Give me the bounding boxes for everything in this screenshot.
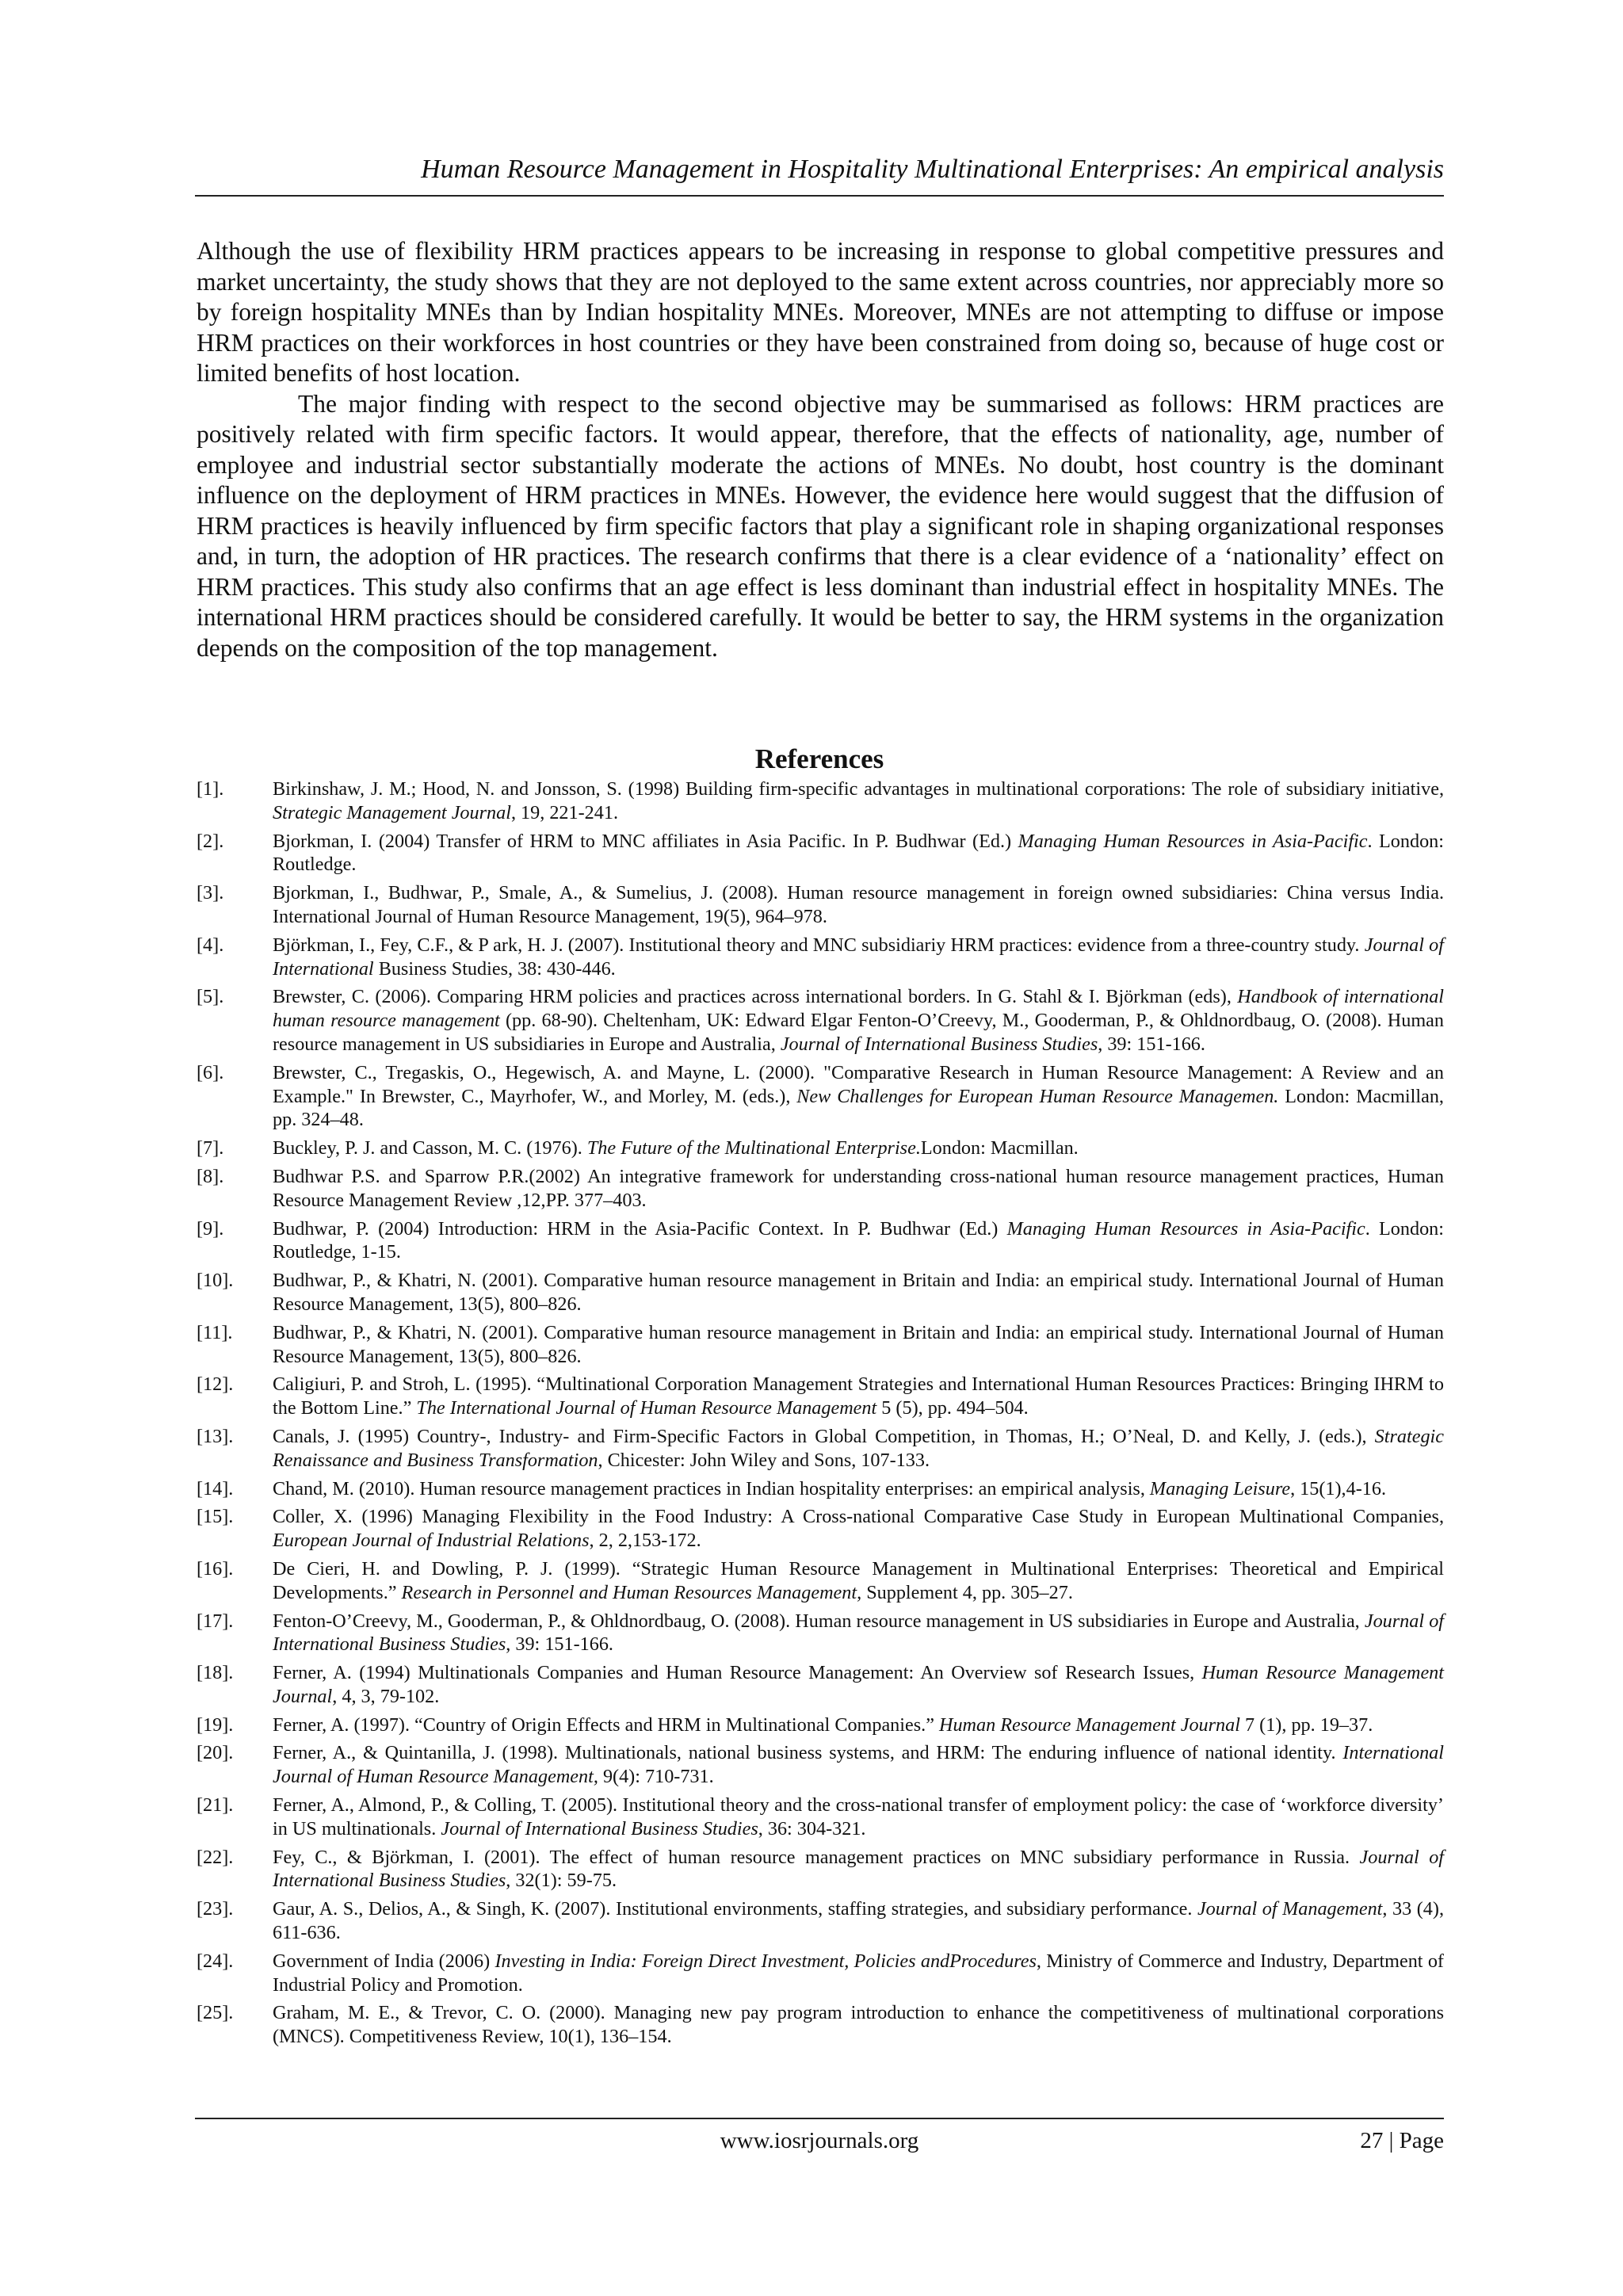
reference-item: [12]. Caligiuri, P. and Stroh, L. (1995). “Multinational Corporation Management Strategies and International Human Resources Practices: Bringing IHRM to the Bottom Line.” The International Journal of Human Resource Management 5 (5), pp. 494–504. [197,1373,1444,1419]
reference-number: [1]. [197,778,224,800]
reference-item: [15]. Coller, X. (1996) Managing Flexibility in the Food Industry: A Cross-national Comparative Case Study in European Multinational Companies, European Journal of Industrial Relations, 2, 2,153-172. [197,1506,1444,1552]
reference-number: [5]. [197,986,224,1008]
reference-number: [20]. [197,1742,234,1764]
reference-number: [15]. [197,1506,234,1528]
reference-number: [18]. [197,1662,234,1684]
reference-number: [2]. [197,830,224,852]
reference-number: [19]. [197,1713,234,1736]
reference-item: [6]. Brewster, C., Tregaskis, O., Hegewisch, A. and Mayne, L. (2000). "Comparative Research in Human Resource Management: A Review and an Example." In Brewster, C., Mayrhofer, W., and Morley, M. (eds.), New Challenges for European Human Resource Managemen. London: Macmillan, pp. 324–48. [197,1061,1444,1131]
reference-number: [6]. [197,1061,224,1083]
reference-number: [3]. [197,882,224,904]
paragraph-1: Although the use of flexibility HRM practices appears to be increasing in response to global competitive pressures and market uncertainty, the study shows that they are not deployed to the same extent across countries, nor appreciably more so by foreign hospitality MNEs than by Indian hospitality MNEs. Moreover, MNEs are not attempting to diffuse or impose HRM practices on their workforces in host countries or they have been constrained from doing so, because of huge cost or limited benefits of host location. [197,237,1444,387]
reference-number: [4]. [197,934,224,956]
header-rule [195,195,1444,197]
reference-number: [21]. [197,1794,234,1817]
page-number: 27 | Page [1360,2128,1444,2153]
reference-item: [22]. Fey, C., & Björkman, I. (2001). The effect of human resource management practices on MNC subsidiary performance in Russia. Journal of International Business Studies, 32(1): 59-75. [197,1846,1445,1892]
reference-item: [24]. Government of India (2006) Investing in India: Foreign Direct Investment, Policies andProcedures, Ministry of Commerce and Industry, Department of Industrial Policy and Promotion. [197,1950,1444,1996]
reference-item: [18]. Ferner, A. (1994) Multinationals Companies and Human Resource Management: An Overview sof Research Issues, Human Resource Management Journal, 4, 3, 79-102. [197,1662,1445,1707]
reference-number: [9]. [197,1217,224,1240]
reference-item: [25]. Graham, M. E., & Trevor, C. O. (2000). Managing new pay program introduction to enhance the competitiveness of multinational corporations (MNCS). Competitiveness Review, 10(1), 136–154. [197,2002,1444,2048]
reference-number: [16]. [197,1557,234,1580]
reference-number: [25]. [197,2002,234,2024]
references-heading: References [754,743,884,774]
reference-item: [19]. Ferner, A. (1997). “Country of Origin Effects and HRM in Multinational Companies.” Human Resource Management Journal 7 (1), pp. 19–37. [197,1713,1373,1736]
reference-number: [17]. [197,1610,234,1632]
reference-number: [12]. [197,1373,234,1396]
reference-item: [16]. De Cieri, H. and Dowling, P. J. (1999). “Strategic Human Resource Management in Multinational Enterprises: Theoretical and Empirical Developments.” Research in Personnel and Human Resources Management, Supplement 4, pp. 305–27. [197,1557,1444,1603]
reference-item: [5]. Brewster, C. (2006). Comparing HRM policies and practices across international borders. In G. Stahl & I. Björkman (eds), Handbook of international human resource management (pp. 68-90). Cheltenham, UK: Edward Elgar Fenton-O’Creevy, M., Gooderman, P., & Ohldnordbaug, O. (2008). Human resource management in US subsidiaries in Europe and Australia, Journal of International Business Studies, 39: 151-166. [197,986,1445,1055]
reference-number: [22]. [197,1846,234,1868]
reference-item: [3]. Bjorkman, I., Budhwar, P., Smale, A., & Sumelius, J. (2008). Human resource management in foreign owned subsidiaries: China versus India. International Journal of Human Resource Management, 19(5), 964–978. [197,882,1444,927]
reference-item: [21]. Ferner, A., Almond, P., & Colling, T. (2005). Institutional theory and the cross-national transfer of employment policy: the case of ‘workforce diversity’ in US multinationals. Journal of International Business Studies, 36: 304-321. [197,1794,1444,1839]
reference-item: [20]. Ferner, A., & Quintanilla, J. (1998). Multinationals, national business systems, and HRM: The enduring influence of national identity. International Journal of Human Resource Management, 9(4): 710-731. [197,1742,1444,1788]
reference-item: [23]. Gaur, A. S., Delios, A., & Singh, K. (2007). Institutional environments, staffing strategies, and subsidiary performance. Journal of Management, 33 (4), 611-636. [197,1898,1444,1944]
reference-item: [13]. Canals, J. (1995) Country-, Industry- and Firm-Specific Factors in Global Competition, in Thomas, H.; O’Neal, D. and Kelly, J. (eds.), Strategic Renaissance and Business Transformation, Chicester: John Wiley and Sons, 107-133. [197,1425,1444,1471]
reference-item: [7]. Buckley, P. J. and Casson, M. C. (1976). The Future of the Multinational Enterprise.London: Macmillan. [197,1137,1079,1159]
reference-item: [4]. Björkman, I., Fey, C.F., & P ark, H. J. (2007). Institutional theory and MNC subsidiariy HRM practices: evidence from a three-country study. Journal of International Business Studies, 38: 430-446. [197,934,1444,980]
reference-item: [2]. Bjorkman, I. (2004) Transfer of HRM to MNC affiliates in Asia Pacific. In P. Budhwar (Ed.) Managing Human Resources in Asia-Pacific. London: Routledge. [197,830,1444,876]
reference-item: [10]. Budhwar, P., & Khatri, N. (2001). Comparative human resource management in Britain and India: an empirical study. International Journal of Human Resource Management, 13(5), 800–826. [197,1270,1444,1315]
running-header: Human Resource Management in Hospitality Multinational Enterprises: An empirical analysis [421,155,1444,184]
reference-item: [17]. Fenton-O’Creevy, M., Gooderman, P., & Ohldnordbaug, O. (2008). Human resource management in US subsidiaries in Europe and Australia, Journal of International Business Studies, 39: 151-166. [197,1610,1445,1656]
reference-number: [23]. [197,1898,234,1920]
references-list [197,777,1444,2053]
reference-number: [14]. [197,1477,234,1499]
reference-item: [1]. Birkinshaw, J. M.; Hood, N. and Jonsson, S. (1998) Building firm-specific advantages in multinational corporations: The role of subsidiary initiative, Strategic Management Journal, 19, 221-241. [197,778,1444,823]
reference-number: [7]. [197,1137,224,1159]
reference-number: [24]. [197,1950,234,1972]
reference-item: [14]. Chand, M. (2010). Human resource management practices in Indian hospitality enterprises: an empirical analysis, Managing Leisure, 15(1),4-16. [197,1477,1386,1499]
reference-number: [13]. [197,1425,234,1447]
reference-number: [11]. [197,1321,233,1343]
reference-item: [9]. Budhwar, P. (2004) Introduction: HRM in the Asia-Pacific Context. In P. Budhwar (Ed.) Managing Human Resources in Asia-Pacific. London: Routledge, 1-15. [197,1217,1444,1263]
paragraph-2: The major finding with respect to the second objective may be summarised as follows: HRM practices are positively related with firm specific factors. It would appear, therefore, that the effects of nationality, age, number of employee and industrial sector substantially moderate the actions of MNEs. No doubt, host country is the dominant influence on the deployment of HRM practices in MNEs. However, the evidence here would suggest that the diffusion of HRM practices is heavily influenced by firm specific factors that play a significant role in shaping organizational responses and, in turn, the adoption of HR practices. The research confirms that there is a clear evidence of a ‘nationality’ effect on HRM practices. This study also confirms that an age effect is less dominant than industrial effect in hospitality MNEs. The international HRM practices should be considered carefully. It would be better to say, the HRM systems in the organization depends on the composition of the top management. [197,389,1444,662]
reference-number: [10]. [197,1270,234,1292]
footer-rule [195,2118,1444,2119]
reference-number: [8]. [197,1165,224,1187]
reference-item: [11]. Budhwar, P., & Khatri, N. (2001). Comparative human resource management in Britain and India: an empirical study. International Journal of Human Resource Management, 13(5), 800–826. [197,1321,1444,1367]
reference-item: [8]. Budhwar P.S. and Sparrow P.R.(2002) An integrative framework for understanding cross-national human resource management practices, Human Resource Management Review ,12,PP. 377–403. [197,1165,1444,1211]
footer-url[interactable]: www.iosrjournals.org [720,2128,919,2153]
body-text [197,236,1444,663]
